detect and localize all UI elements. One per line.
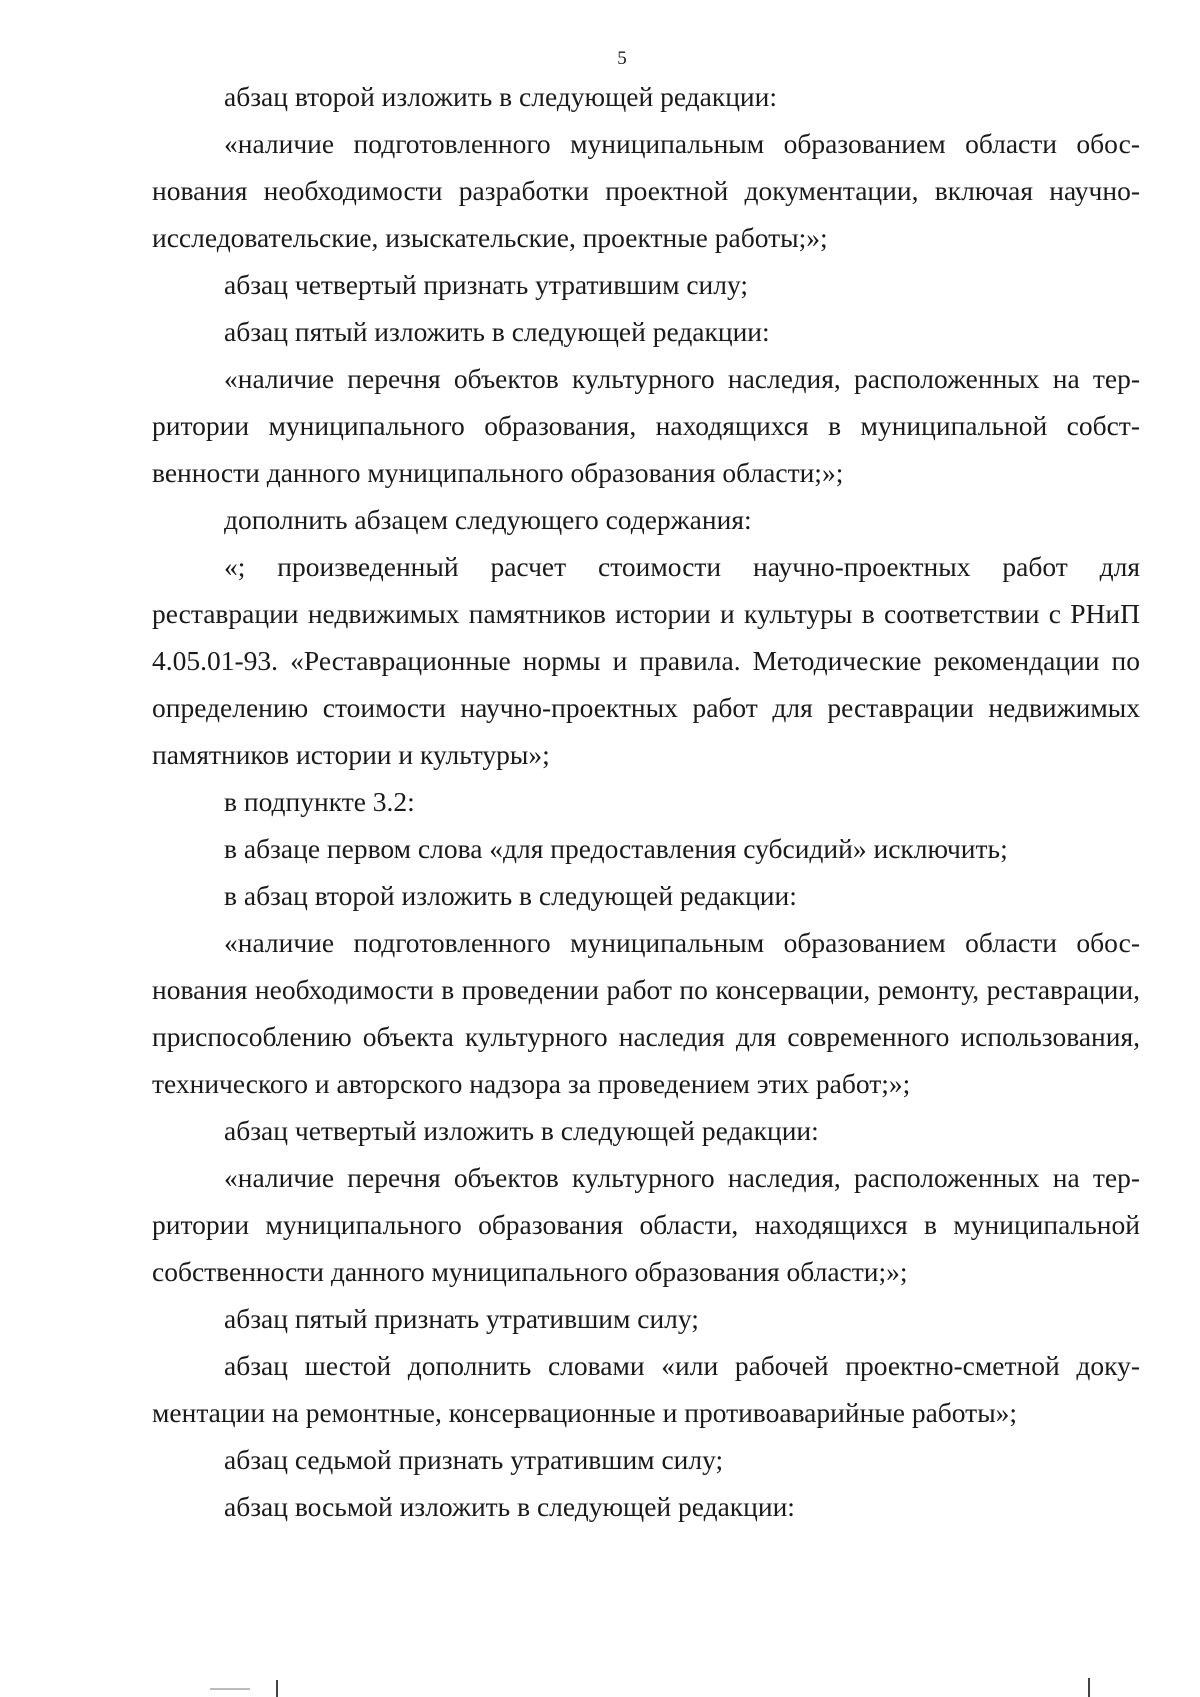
paragraph: «наличие перечня объектов культурного наследия, расположенных на территории муниципального образования, находящихся в муниципальной собственности данного муниципального образования области;»; xyxy=(152,363,1140,488)
page-number: 5 xyxy=(617,48,627,69)
paragraph: «наличие подготовленного муниципальным образованием области обоснования необходимости в проведении работ по консервации, ремонту, реставрации, приспособлению объекта культурного наследия для современного использования, технического и авторского надзора за проведением этих работ;»; xyxy=(152,927,1140,1099)
paragraph: «; произведенный расчет стоимости научно-проектных работ для реставрации недвижимых памятников истории и культуры в соответствии с РНиП 4.05.01-93. «Реставрационные нормы и правила. Методические рекомендации по определению стоимости научно-проектных работ для реставрации недвижимых памятников истории и культуры»; xyxy=(152,551,1140,770)
paragraph: абзац четвертый изложить в следующей редакции: xyxy=(224,1115,819,1146)
paragraph: в абзац второй изложить в следующей редакции: xyxy=(224,880,797,911)
paragraph: абзац пятый изложить в следующей редакции: xyxy=(224,316,770,347)
document-body xyxy=(152,73,1140,1530)
paragraph: в подпункте 3.2: xyxy=(224,786,415,817)
paragraph: абзац пятый признать утратившим силу; xyxy=(224,1303,699,1334)
scan-artifact xyxy=(1088,1678,1090,1697)
paragraph: дополнить абзацем следующего содержания: xyxy=(224,504,752,535)
scan-artifact xyxy=(276,1680,278,1697)
paragraph: абзац второй изложить в следующей редакции: xyxy=(224,81,778,112)
paragraph: абзац восьмой изложить в следующей редакции: xyxy=(224,1491,795,1522)
paragraph: абзац шестой дополнить словами «или рабочей проектно-сметной документации на ремонтные, консервационные и противоаварийные работы»; xyxy=(152,1350,1140,1428)
paragraph: абзац четвертый признать утратившим силу; xyxy=(224,269,749,300)
paragraph: «наличие перечня объектов культурного наследия, расположенных на территории муниципального образования области, находящихся в муниципальной собственности данного муниципального образования области;»; xyxy=(152,1162,1140,1287)
paragraph: абзац седьмой признать утратившим силу; xyxy=(224,1444,724,1475)
scan-artifact xyxy=(210,1688,250,1690)
paragraph: «наличие подготовленного муниципальным образованием области обоснования необходимости разработки проектной документации, включая научно-исследовательские, изыскательские, проектные работы;»; xyxy=(152,128,1140,253)
paragraph: в абзаце первом слова «для предоставления субсидий» исключить; xyxy=(224,833,1008,864)
